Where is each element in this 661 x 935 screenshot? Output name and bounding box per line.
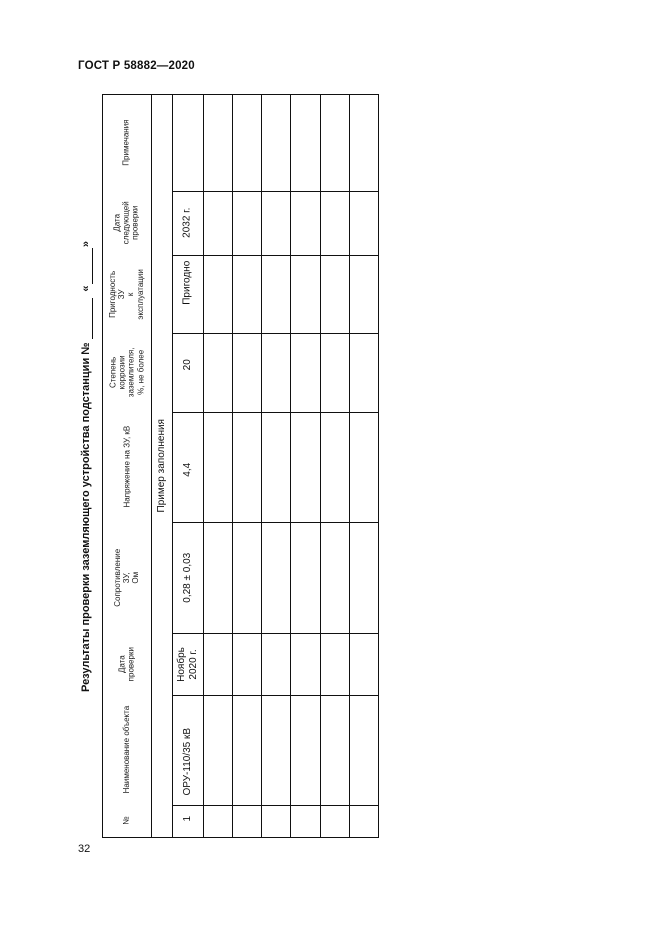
table-border-bottom bbox=[102, 837, 379, 838]
header-object-name: Наименование объекта bbox=[121, 706, 131, 794]
table-row-line bbox=[232, 94, 233, 838]
table-col-line bbox=[172, 333, 379, 334]
header-next-check: Дата следующей проверки bbox=[112, 201, 141, 245]
title-text: Результаты проверки заземляющего устройства подстанции № bbox=[80, 342, 92, 692]
table-col-line bbox=[172, 191, 379, 192]
header-suitability: Пригодность ЗУ к эксплуатации bbox=[108, 268, 145, 320]
header-check-date: Дата проверки bbox=[117, 646, 136, 682]
table-row-line bbox=[320, 94, 321, 838]
table-border-right bbox=[378, 94, 379, 838]
sample-object: ОРУ-110/35 кВ bbox=[181, 727, 193, 796]
sample-check-date: Ноябрь 2020 г. bbox=[176, 646, 199, 682]
table-row-line bbox=[349, 94, 350, 838]
table-col-line bbox=[172, 695, 379, 696]
table-col-line bbox=[172, 522, 379, 523]
header-notes: Примечания bbox=[121, 119, 131, 166]
date-close-quote: » bbox=[80, 241, 92, 248]
standard-header: ГОСТ Р 58882—2020 bbox=[78, 60, 195, 72]
sample-suitability: Пригодно bbox=[181, 260, 193, 305]
sample-notes bbox=[172, 94, 203, 191]
table-row-line bbox=[290, 94, 291, 838]
table-col-line bbox=[172, 633, 379, 634]
header-corrosion: Степень коррозии заземлителя, %, не более bbox=[108, 347, 145, 398]
results-table bbox=[102, 94, 379, 838]
header-num: № bbox=[121, 816, 131, 826]
date-open-quote: « bbox=[80, 285, 92, 292]
sample-next-check: 2032 г. bbox=[181, 207, 193, 239]
substation-number-blank bbox=[80, 298, 93, 340]
table-title bbox=[74, 240, 98, 692]
sample-corrosion: 20 bbox=[181, 359, 193, 371]
table-row-line bbox=[261, 94, 262, 838]
header-resistance: Сопротивление ЗУ, Ом bbox=[112, 548, 141, 607]
sample-num: 1 bbox=[181, 815, 193, 822]
table-col-line bbox=[172, 412, 379, 413]
sample-label: Пример заполнения bbox=[155, 418, 167, 513]
table-col-line bbox=[172, 255, 379, 256]
table-row-line bbox=[203, 94, 204, 838]
header-voltage: Напряжение на ЗУ, кВ bbox=[121, 426, 131, 508]
date-blank bbox=[80, 248, 93, 284]
sample-resistance: 0,28 ± 0,03 bbox=[181, 552, 193, 603]
page-number: 32 bbox=[78, 843, 91, 855]
sample-voltage: 4,4 bbox=[181, 462, 193, 477]
table-col-line bbox=[172, 805, 379, 806]
